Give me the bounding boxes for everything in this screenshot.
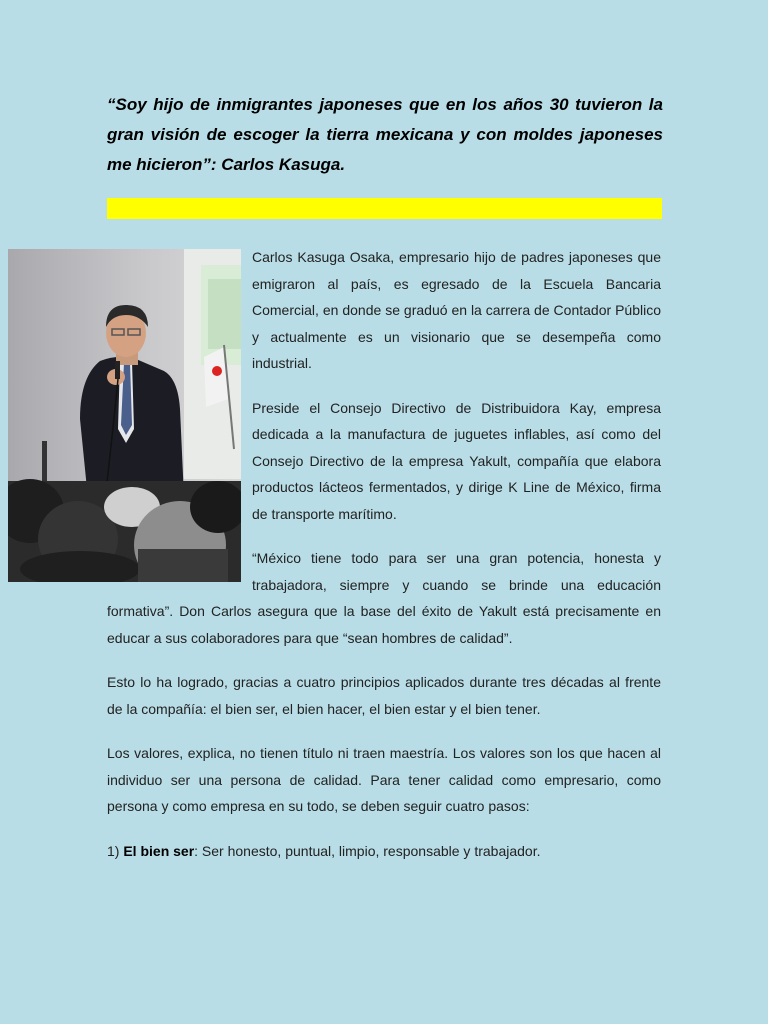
list-item-1 [107, 838, 661, 865]
paragraph-1: Carlos Kasuga Osaka, empresario hijo de padres japoneses que emigraron al país, es egresado de la Escuela Bancaria Comercial, en donde se graduó en la carrera de Contador Público y actualmente es un visionario que se desempeña como industrial. [252, 249, 661, 371]
list-number: 1) [107, 842, 124, 859]
list-text: : Ser honesto, puntual, limpio, responsable y trabajador. [194, 842, 541, 859]
list-term: El bien ser [123, 842, 195, 859]
highlight-bar [107, 198, 662, 219]
paragraph-3: “México tiene todo para ser una gran potencia, honesta y trabajadora, siempre y cuando se brinde una educación formativa”. Don Carlos asegura que la base del éxito de Yakult está precisamente en educar a sus colaboradores para que “sean hombres de calidad”. [107, 550, 661, 646]
article-body [107, 244, 661, 864]
paragraph-4: Esto lo ha logrado, gracias a cuatro principios aplicados durante tres décadas al frente de la compañía: el bien ser, el bien hacer, el bien estar y el bien tener. [107, 674, 661, 717]
paragraph-2: Preside el Consejo Directivo de Distribuidora Kay, empresa dedicada a la manufactura de juguetes inflables, así como del Consejo Directivo de la empresa Yakult, compañía que elabora productos lácteos fermentados, y dirige K Line de México, firma de transporte marítimo. [252, 399, 661, 522]
photo-spacer [107, 244, 252, 584]
paragraph-5: Los valores, explica, no tienen título ni traen maestría. Los valores son los que hacen al individuo ser una persona de calidad. Para tener calidad como empresario, como persona y como empresa en su todo, se deben seguir cuatro pasos: [107, 745, 661, 814]
headline: “Soy hijo de inmigrantes japoneses que en los años 30 tuvieron la gran visión de escoger la tierra mexicana y con moldes japoneses me hicieron”: Carlos Kasuga. [107, 95, 663, 174]
